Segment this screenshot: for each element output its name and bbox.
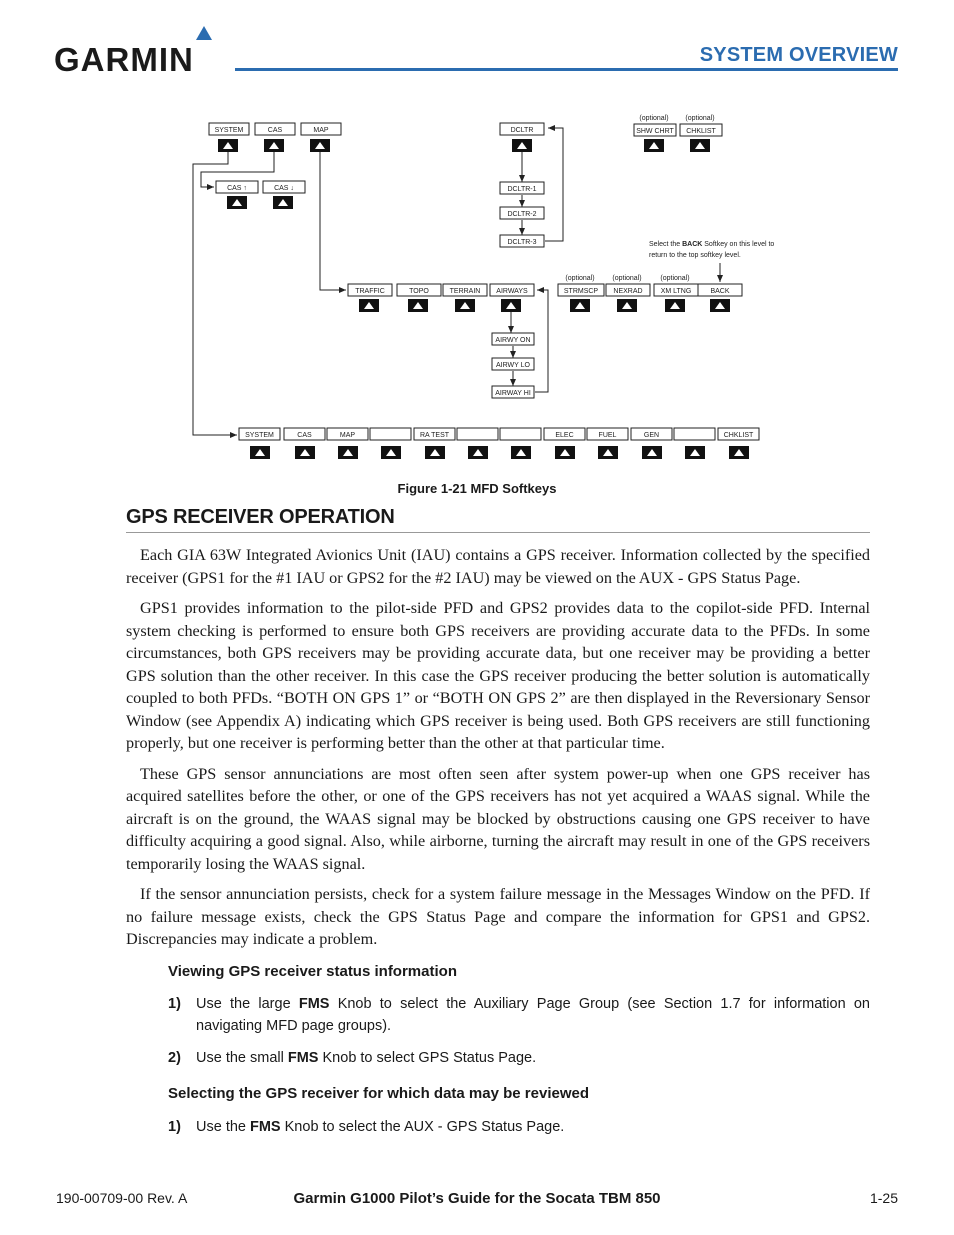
- section-title: SYSTEM OVERVIEW: [699, 44, 898, 66]
- softkey-button-icon: [425, 446, 445, 459]
- softkey-button-icon: [685, 446, 705, 459]
- figure-caption: Figure 1-21 MFD Softkeys: [397, 481, 557, 496]
- optional-note: (optional): [639, 115, 669, 122]
- back-note-line1: Select the BACK Softkey on this level to: [649, 241, 775, 248]
- softkey-cas-label: CAS: [267, 127, 283, 134]
- softkey-dcltr-1-label: DCLTR-1: [507, 186, 537, 193]
- paragraph: GPS1 provides information to the pilot-side PFD and GPS2 provides data to the copilot-side PFD. Internal system checking is performed to ensure both GPS receivers are providing accurate data to the PFDs. In some circumstances, both GPS receivers may be providing accurate data, but one receiver may be providing a better GPS solution than the other receiver. In this case the GPS receiver producing the better solution is automatically coupled to both PFDs. “BOTH ON GPS 1” or “BOTH ON GPS 2” are then displayed in the Reversionary Sensor Window (see Appendix A) indicating which GPS receiver is being used. Both GPS receivers are still functioning properly, but one receiver is performing better than the other at that particular time.: [126, 599, 870, 752]
- softkey-map-row-label: AIRWAYS: [496, 288, 528, 295]
- softkey-dcltr-2-label: DCLTR-2: [507, 211, 537, 218]
- softkey-bottom-1-label: SYSTEM: [245, 432, 274, 439]
- softkey-button-icon: [408, 299, 428, 312]
- softkey-button-icon: [468, 446, 488, 459]
- procedure-step: 2) Use the small FMS Knob to select GPS Status Page.: [168, 1050, 537, 1066]
- softkey-bottom-12-label: CHKLIST: [723, 432, 754, 439]
- paragraph: Each GIA 63W Integrated Avionics Unit (IAU) contains a GPS receiver. Information collected by the specified receiver (GPS1 for the #1 IAU or GPS2 for the #2 IAU) may be viewed on the AUX - GPS Status Page.: [126, 546, 870, 587]
- softkey-airwy-on-label: AIRWY ON: [495, 337, 531, 344]
- softkey-button-icon: [338, 446, 358, 459]
- optional-note: (optional): [565, 275, 595, 282]
- softkey-map-row-label: TRAFFIC: [355, 288, 385, 295]
- softkey-button-icon: [511, 446, 531, 459]
- softkey-button-icon: [381, 446, 401, 459]
- softkey-map-row-label: TERRAIN: [449, 288, 481, 295]
- garmin-triangle-icon: [196, 26, 212, 40]
- optional-note: (optional): [685, 115, 715, 122]
- softkey-bottom-4-box: [370, 428, 411, 440]
- optional-note: (optional): [660, 275, 690, 282]
- softkey-map-row-label: TOPO: [409, 288, 429, 295]
- softkey-button-icon: [359, 299, 379, 312]
- softkey-button-icon: [729, 446, 749, 459]
- softkey-button-icon: [512, 139, 532, 152]
- softkey-button-icon: [598, 446, 618, 459]
- procedure-step: 1) Use the FMS Knob to select the AUX - GPS Status Page.: [168, 1118, 565, 1135]
- paragraph: These GPS sensor annunciations are most often seen after system power-up when one GPS receiver has acquired satellites before the other, or one of the GPS receivers has not yet acquired a WAAS signal. While the aircraft is on the ground, the WAAS signal may be blocked by obstructions causing one GPS receiver to have difficulty acquiring a good signal. Also, while airborne, turning the aircraft may result in one of the GPS receivers temporarily losing the WAAS signal.: [126, 764, 870, 873]
- mfd-softkeys-diagram: [180, 108, 780, 468]
- softkey-bottom-9-label: FUEL: [598, 432, 617, 439]
- optional-note: (optional): [612, 275, 642, 282]
- softkey-button-icon: [310, 139, 330, 152]
- softkey-airwy-lo-label: AIRWY LO: [496, 362, 530, 369]
- softkey-button-icon: [555, 446, 575, 459]
- softkey-button-icon: [710, 299, 730, 312]
- softkey-bottom-3-label: MAP: [339, 432, 356, 439]
- softkey-button-icon: [295, 446, 315, 459]
- softkey-button-icon: [570, 299, 590, 312]
- softkey-button-icon: [644, 139, 664, 152]
- procedure-step: 1) Use the large FMS Knob to select the Auxiliary Page Group (see Section 1.7 for information on navigating MFD page groups).: [168, 996, 870, 1034]
- softkey-button-icon: [455, 299, 475, 312]
- softkey-map-optional-label: NEXRAD: [613, 288, 643, 295]
- softkey-optional-top-label: CHKLIST: [686, 128, 716, 135]
- softkey-button-icon: [642, 446, 662, 459]
- section-heading: GPS RECEIVER OPERATION: [126, 506, 870, 533]
- softkey-button-icon: [264, 139, 284, 152]
- softkey-button-icon: [665, 299, 685, 312]
- footer-page-number: 1-25: [869, 1190, 898, 1206]
- softkey-bottom-8-label: ELEC: [555, 432, 574, 439]
- softkey-bottom-5-label: RA TEST: [419, 432, 450, 439]
- softkey-system-label: SYSTEM: [214, 127, 244, 134]
- softkey-button-icon: [617, 299, 637, 312]
- softkey-button-icon: [273, 196, 293, 209]
- paragraph: If the sensor annunciation persists, check for a system failure message in the Messages Window on the PFD. If no failure message exists, check the GPS Status Page and compare the information for GPS1 and GPS2. Discrepancies may indicate a problem.: [126, 885, 870, 948]
- header-rule: [235, 68, 898, 71]
- softkey-dcltr-label: DCLTR: [510, 127, 534, 134]
- softkey-bottom-7-box: [500, 428, 541, 440]
- footer-doc-number: 190-00709-00 Rev. A: [56, 1190, 188, 1206]
- softkey-bottom-6-box: [457, 428, 498, 440]
- softkey-button-icon: [250, 446, 270, 459]
- softkey-bottom-11-box: [674, 428, 715, 440]
- softkey-button-icon: [218, 139, 238, 152]
- softkey-button-icon: [501, 299, 521, 312]
- softkey-button-icon: [690, 139, 710, 152]
- softkey-dcltr-3-label: DCLTR-3: [507, 239, 537, 246]
- footer-title: Garmin G1000 Pilot’s Guide for the Socata TBM 850: [293, 1190, 661, 1207]
- procedure-title: Viewing GPS receiver status information: [168, 962, 457, 980]
- back-note-line2: return to the top softkey level.: [649, 252, 741, 259]
- garmin-logo: [54, 26, 224, 76]
- logo-wordmark: GARMIN: [54, 41, 194, 76]
- softkey-optional-top-label: SHW CHRT: [636, 128, 674, 135]
- softkey-cas-down-label: CAS ↓: [274, 185, 294, 192]
- softkey-bottom-10-label: GEN: [643, 432, 660, 439]
- body-text: [126, 544, 870, 1138]
- softkey-airway-hi-label: AIRWAY HI: [495, 390, 531, 397]
- softkey-map-optional-label: STRMSCP: [563, 288, 599, 295]
- procedure-title: Selecting the GPS receiver for which data may be reviewed: [168, 1085, 589, 1102]
- softkey-map-optional-label: XM LTNG: [660, 288, 692, 295]
- softkey-bottom-2-label: CAS: [297, 432, 312, 439]
- softkey-map-optional-label: BACK: [710, 288, 730, 295]
- softkey-map-label: MAP: [313, 127, 329, 134]
- softkey-cas-up-label: CAS ↑: [227, 185, 247, 192]
- softkey-button-icon: [227, 196, 247, 209]
